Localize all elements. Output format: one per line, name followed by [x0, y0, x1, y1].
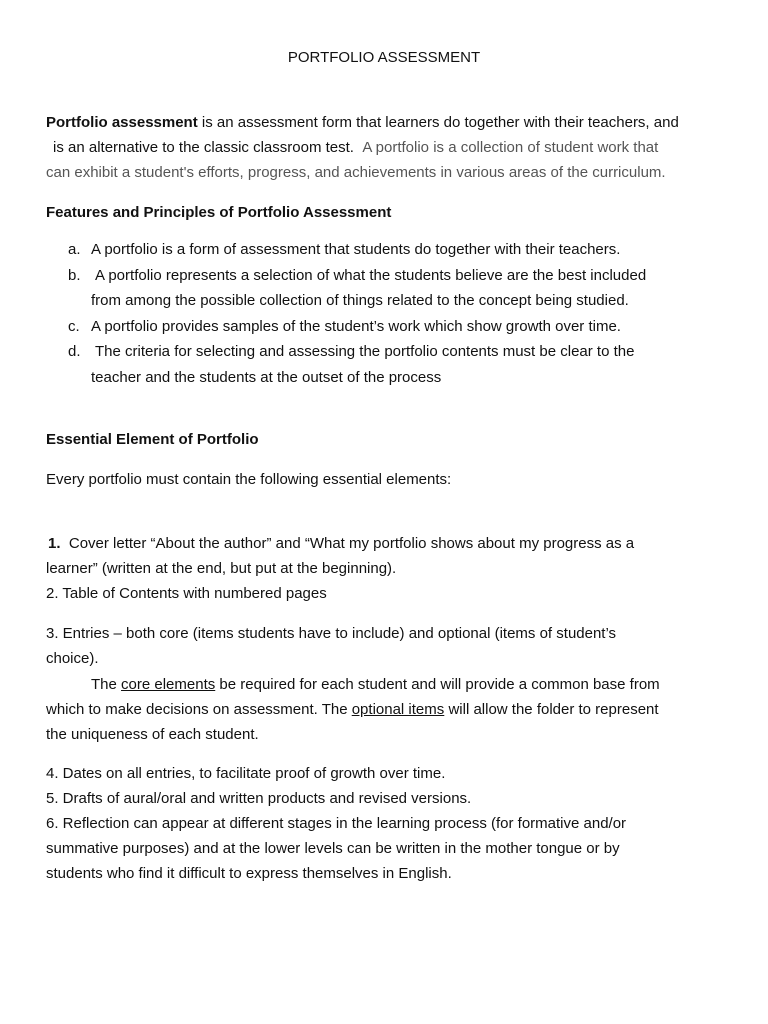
elements-heading: Essential Element of Portfolio: [46, 431, 259, 448]
core-paragraph-the: The: [91, 676, 117, 693]
element-3-line-1: 3. Entries – both core (items students have to include) and optional (items of student’s: [46, 625, 617, 642]
features-heading: Features and Principles of Portfolio Assessment: [46, 204, 392, 221]
feature-d-marker: d.: [68, 343, 81, 360]
element-5: 5. Drafts of aural/oral and written products and revised versions.: [46, 790, 472, 807]
intro-line-2: [53, 139, 658, 157]
intro-line-1-rest: is an assessment form that learners do together with their teachers, and: [197, 114, 679, 131]
intro-term: Portfolio assessment: [46, 114, 198, 131]
element-1-line-2: learner” (written at the end, but put at the beginning).: [46, 560, 397, 577]
feature-a-marker: a.: [68, 241, 81, 258]
core-paragraph-line-3: the uniqueness of each student.: [46, 726, 259, 743]
elements-lead: Every portfolio must contain the following essential elements:: [46, 471, 452, 488]
feature-b-line-2: from among the possible collection of things related to the concept being studied.: [91, 292, 629, 309]
intro-line-1: [46, 114, 679, 132]
feature-a-text: A portfolio is a form of assessment that students do together with their teachers.: [91, 241, 621, 258]
element-4: 4. Dates on all entries, to facilitate proof of growth over time.: [46, 765, 446, 782]
element-6-line-2: summative purposes) and at the lower levels can be written in the mother tongue or by: [46, 840, 620, 857]
core-paragraph-rest: be required for each student and will provide a common base from: [219, 676, 660, 693]
core-paragraph-line-1: [91, 676, 660, 694]
core-elements-term: core elements: [121, 676, 216, 693]
optional-items-term: optional items: [351, 701, 445, 718]
intro-line-2a: is an alternative to the classic classroom test.: [53, 139, 354, 156]
feature-d-line-2: teacher and the students at the outset of the process: [91, 369, 442, 386]
element-1-line-1: [48, 535, 634, 553]
feature-c-marker: c.: [68, 318, 80, 335]
intro-line-2b: A portfolio is a collection of student work that: [362, 139, 659, 156]
feature-c-text: A portfolio provides samples of the student’s work which show growth over time.: [91, 318, 621, 335]
element-1-text: Cover letter “About the author” and “What my portfolio shows about my progress as a: [68, 535, 635, 552]
core-paragraph-line-2b: will allow the folder to represent: [448, 701, 659, 718]
feature-b-marker: b.: [68, 267, 81, 284]
element-6-line-3: students who find it difficult to express themselves in English.: [46, 865, 452, 882]
feature-d-line-1: The criteria for selecting and assessing the portfolio contents must be clear to the: [95, 343, 635, 360]
element-2: 2. Table of Contents with numbered pages: [46, 585, 327, 602]
core-paragraph-line-2a: which to make decisions on assessment. The: [46, 701, 348, 718]
intro-line-3: can exhibit a student's efforts, progress, and achievements in various areas of the curriculum.: [46, 164, 666, 181]
page-title: PORTFOLIO ASSESSMENT: [287, 49, 481, 66]
core-paragraph-line-2: [46, 701, 659, 719]
element-6-line-1: 6. Reflection can appear at different stages in the learning process (for formative and/or: [46, 815, 627, 832]
element-1-number: 1.: [48, 535, 61, 552]
element-3-line-2: choice).: [46, 650, 99, 667]
feature-b-line-1: A portfolio represents a selection of what the students believe are the best included: [95, 267, 647, 284]
